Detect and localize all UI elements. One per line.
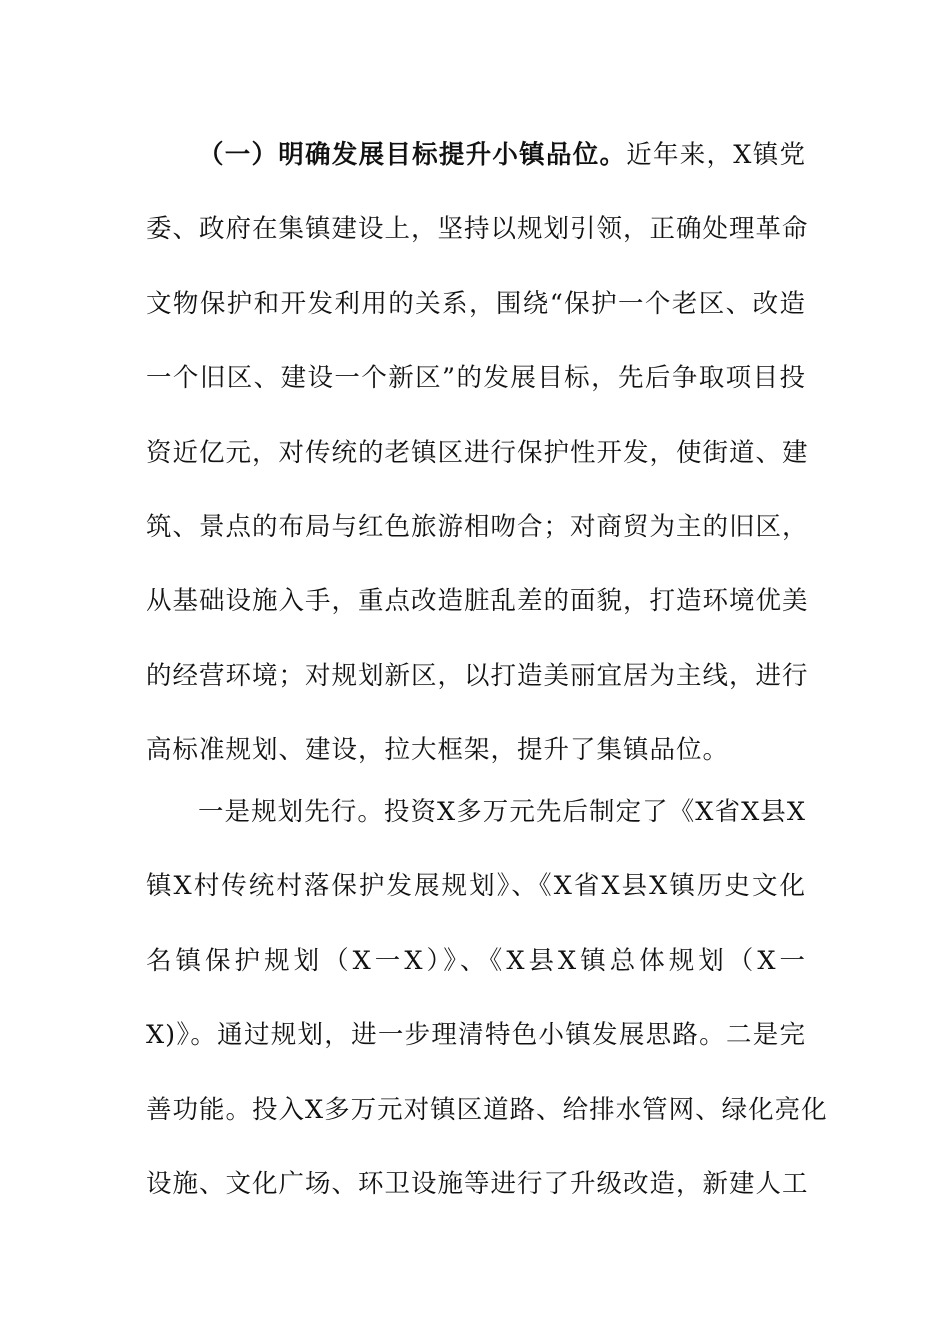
paragraph-line: 文物保护和开发利用的关系，围绕“保护一个老区、改造 [146, 288, 806, 319]
paragraph-line: 一是规划先行。投资X多万元先后制定了《X省X县X [198, 797, 806, 827]
paragraph-line: 一个旧区、建设一个新区”的发展目标，先后争取项目投 [146, 363, 806, 394]
paragraph-line: 筑、景点的布局与红色旅游相吻合；对商贸为主的旧区， [146, 511, 809, 542]
paragraph-line: 委、政府在集镇建设上，坚持以规划引领，正确处理革命 [146, 214, 809, 245]
paragraph-2 [146, 775, 828, 1221]
paragraph-line: 从基础设施入手，重点改造脏乱差的面貌，打造环境优美 [146, 586, 809, 617]
section-heading: （一）明确发展目标提升小镇品位。 [198, 140, 627, 170]
paragraph-line: 名镇保护规划（X一X）》、《X县X镇总体规划（X一 [146, 945, 806, 976]
paragraph-line: 设施、文化广场、环卫设施等进行了升级改造，新建人工 [146, 1168, 809, 1199]
paragraph-line: X)》。通过规划，进一步理清特色小镇发展思路。二是完 [146, 1020, 806, 1051]
paragraph-text: 近年来，X镇党 [626, 140, 806, 170]
paragraph-line [146, 118, 806, 192]
paragraph-line: 善功能。投入X多万元对镇区道路、给排水管网、绿化亮化 [146, 1094, 828, 1125]
paragraph-1 [146, 118, 809, 788]
paragraph-line: 的经营环境；对规划新区，以打造美丽宜居为主线，进行 [146, 660, 809, 691]
paragraph-line: 资近亿元，对传统的老镇区进行保护性开发，使街道、建 [146, 437, 809, 468]
paragraph-line: 高标准规划、建设，拉大框架，提升了集镇品位。 [146, 735, 730, 766]
paragraph-line: 镇X村传统村落保护发展规划》、《X省X县X镇历史文化 [146, 871, 806, 902]
